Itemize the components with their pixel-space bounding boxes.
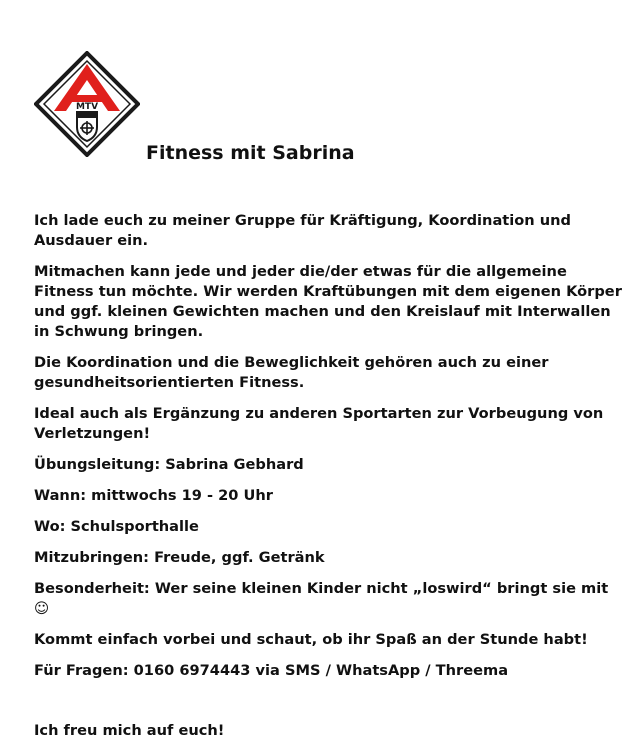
- paragraph-where: Wo: Schulsporthalle: [34, 518, 199, 535]
- paragraph-participation: Mitmachen kann jede und jeder die/der etwas für die allgemeine Fitness tun möchte. Wir werden Kraftübungen mit dem eigenen Körper und ggf. kleinen Gewichten machen und den Kreislauf mit Interwallen in Schwung bringen.: [34, 263, 622, 340]
- paragraph-coordination: Die Koordination und die Beweglichkeit gehören auch zu einer gesundheitsorientierten Fitness.: [34, 354, 549, 391]
- paragraph-ideal: Ideal auch als Ergänzung zu anderen Sportarten zur Vorbeugung von Verletzungen!: [34, 405, 604, 442]
- mtv-logo: [34, 51, 140, 157]
- page-title: Fitness mit Sabrina: [146, 142, 355, 164]
- paragraph-bring: Mitzubringen: Freude, ggf. Getränk: [34, 549, 325, 566]
- paragraph-invitation: Ich lade euch zu meiner Gruppe für Kräftigung, Koordination und Ausdauer ein.: [34, 212, 571, 249]
- paragraph-contact: Für Fragen: 0160 6974443 via SMS / WhatsApp / Threema: [34, 662, 509, 679]
- logo-text: MTV: [75, 102, 99, 112]
- closing-line: Ich freu mich auf euch!: [34, 722, 225, 739]
- paragraph-come-by: Kommt einfach vorbei und schaut, ob ihr Spaß an der Stunde habt!: [34, 631, 588, 648]
- flyer-body: [34, 211, 624, 752]
- paragraph-when: Wann: mittwochs 19 - 20 Uhr: [34, 487, 273, 504]
- paragraph-trainer: Übungsleitung: Sabrina Gebhard: [34, 456, 304, 473]
- paragraph-special: Besonderheit: Wer seine kleinen Kinder nicht „loswird“ bringt sie mit ☺: [34, 580, 609, 617]
